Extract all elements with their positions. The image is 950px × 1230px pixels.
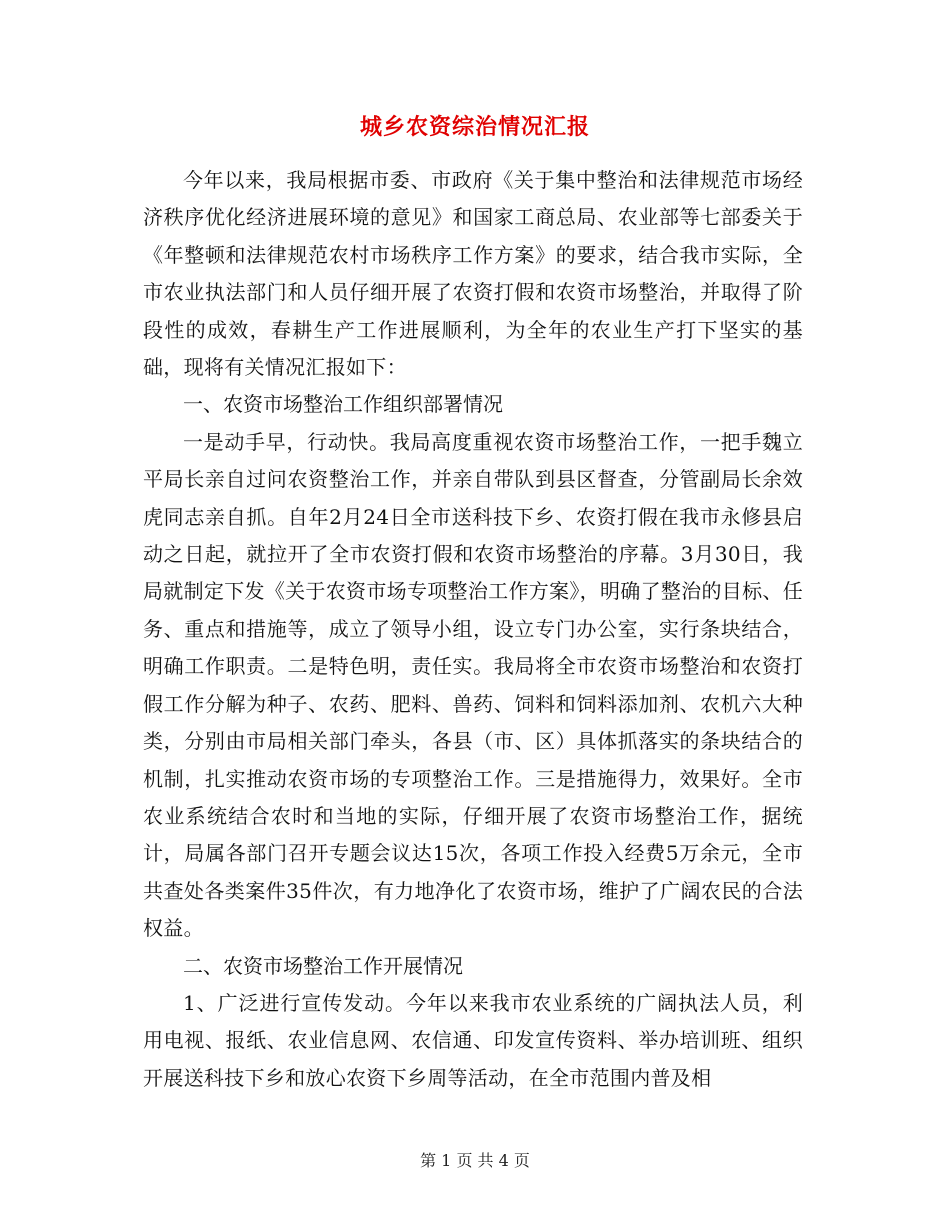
section-2-paragraph: 1、广泛进行宣传发动。今年以来我市农业系统的广阔执法人员，利用电视、报纸、农业信息网、农信通、印发宣传资料、举办培训班、组织开展送科技下乡和放心农资下乡周等活动，在全市范围内普及相: [143, 990, 803, 1090]
section-heading-1: 一、农资市场整治工作组织部署情况: [183, 392, 503, 417]
intro-paragraph: 今年以来，我局根据市委、市政府《关于集中整治和法律规范市场经济秩序优化经济进展环境的意见》和国家工商总局、农业部等七部委关于《年整顿和法律规范农村市场秩序工作方案》的要求，结合我市实际，全市农业执法部门和人员仔细开展了农资打假和农资市场整治，并取得了阶段性的成效，春耕生产工作进展顺利，为全年的农业生产打下坚实的基础，现将有关情况汇报如下：: [143, 168, 803, 380]
page-footer: 第 1 页 共 4 页: [420, 1151, 530, 1170]
section-1-paragraph: 一是动手早，行动快。我局高度重视农资市场整治工作，一把手魏立平局长亲自过问农资整治工作，并亲自带队到县区督查，分管副局长余效虎同志亲自抓。自年2月24日全市送科技下乡、农资打假在我市永修县启动之日起，就拉开了全市农资打假和农资市场整治的序幕。3月30日，我局就制定下发《关于农资市场专项整治工作方案》，明确了整治的目标、任务、重点和措施等，成立了领导小组，设立专门办公室，实行条块结合，明确工作职责。二是特色明，责任实。我局将全市农资市场整治和农资打假工作分解为种子、农药、肥料、兽药、饲料和饲料添加剂、农机六大种类，分别由市局相关部门牵头，各县（市、区）具体抓落实的条块结合的机制，扎实推动农资市场的专项整治工作。三是措施得力，效果好。全市农业系统结合农时和当地的实际，仔细开展了农资市场整治工作，据统计，局属各部门召开专题会议达15次，各项工作投入经费5万余元，全市共查处各类案件35件次，有力地净化了农资市场，维护了广阔农民的合法权益。: [143, 429, 803, 941]
document-title: 城乡农资综治情况汇报: [359, 115, 590, 140]
section-heading-2: 二、农资市场整治工作开展情况: [183, 953, 463, 978]
document-body: [143, 162, 803, 1097]
